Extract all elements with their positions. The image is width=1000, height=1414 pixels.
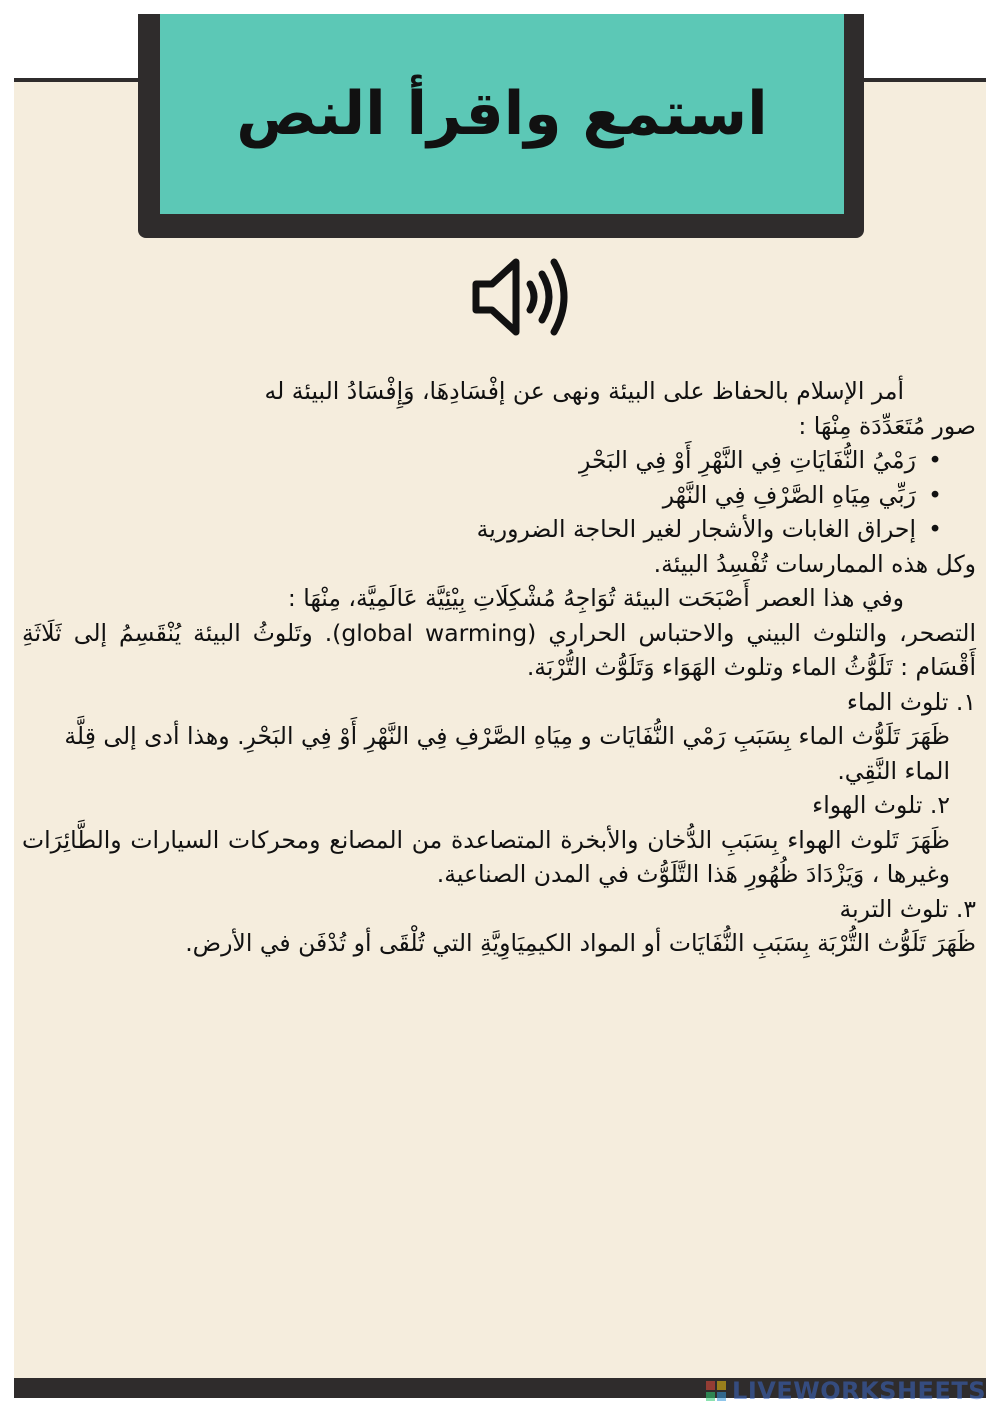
- section-heading-soil: ٣. تلوث التربة: [839, 894, 976, 923]
- reading-text: [22, 374, 976, 961]
- section-heading-air: ٢. تلوث الهواء: [812, 791, 950, 819]
- section-body-air: ظَهَرَ تَلوث الهواء بِسَبَبِ الدُّخان والأبخرة المتصاعدة من المصانع ومحركات السيارات والطَّائِرَات وغيرها ، وَيَزْدَادَ ظُهُورِ هَذا التَّلَوُّث في المدن الصناعية.: [22, 825, 950, 888]
- page-title: استمع واقرأ النص: [236, 79, 768, 149]
- watermark-text: LIVEWORKSHEETS: [732, 1377, 986, 1405]
- title-banner: [160, 14, 844, 214]
- problems-line-1: وفي هذا العصر أَصْبَحَت البيئة تُوَاجِهُ مُشْكِلَاتِ بِيْئِيَّة عَالَمِيَّة، مِنْهَا :: [287, 584, 904, 612]
- liveworksheets-watermark: [706, 1376, 986, 1406]
- problems-line-2: التصحر، والتلوث البيني والاحتباس الحراري (global warming). وتَلوثُ البيئة يُنْقَسِمُ إلى ثَلَاثَةِ أَقْسَام : تَلَوُّثُ الماء وتلوث الهَوَاء وَتَلَوُّث التُّرْبَة.: [22, 618, 976, 681]
- list-item: • رَمْيُ النُّفَايَاتِ فِي النَّهْرِ أَوْ فِي البَحْرِ: [22, 443, 946, 478]
- list-item: • إحراق الغابات والأشجار لغير الحاجة الضرورية: [22, 512, 946, 547]
- section-body-soil: ظَهَرَ تَلَوُّث التُّرْبَة بِسَبَبِ النُّفَايَات أو المواد الكيمِيَاوِيَّةِ التي تُلْقَى أو تُدْفَن في الأرض.: [185, 929, 976, 957]
- section-body-water: ظَهَرَ تَلَوُّث الماء بِسَبَبِ رَمْي النُّفَايَات و مِيَاهِ الصَّرْفِ فِي النَّهْرِ أَوْ فِي البَحْرِ. وهذا أدى إلى قِلَّة الماء النَّقِي.: [64, 722, 950, 785]
- section-heading-water: ١. تلوث الماء: [846, 687, 976, 716]
- list-item: • رَبِّي مِيَاهِ الصَّرْفِ فِي النَّهْر: [22, 478, 946, 513]
- liveworksheets-logo-icon: [706, 1381, 726, 1401]
- examples-list: [22, 443, 976, 547]
- conclusion-line: وكل هذه الممارسات تُفْسِدُ البيئة.: [653, 549, 976, 578]
- intro-line-1: أمر الإسلام بالحفاظ على البيئة ونهى عن إفْسَادِهَا، وَإِفْسَادُ البيئة له: [264, 377, 904, 405]
- speaker-volume-icon[interactable]: [466, 252, 578, 342]
- intro-line-2: صور مُتَعَدِّدَة مِنْهَا :: [798, 411, 976, 440]
